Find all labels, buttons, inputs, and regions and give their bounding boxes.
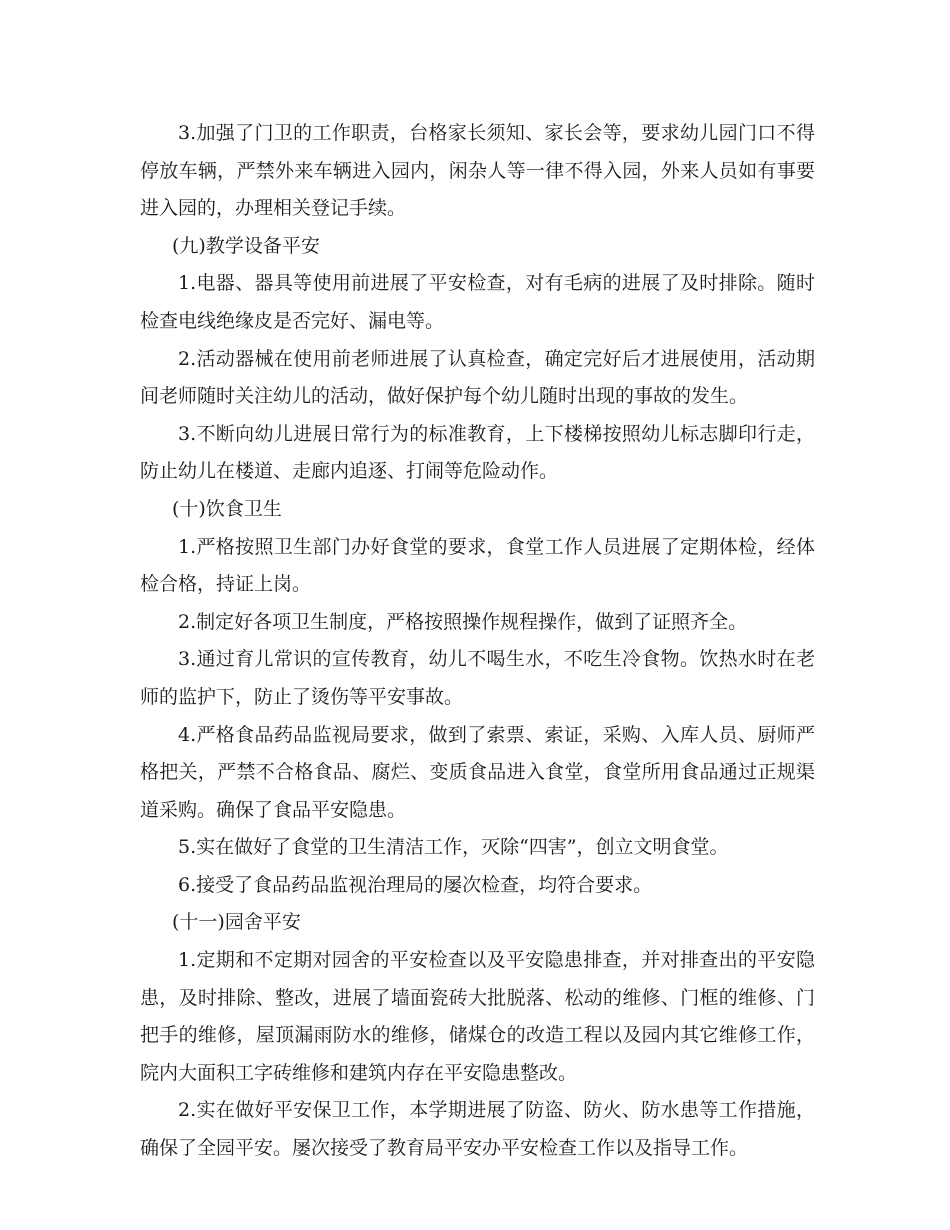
paragraph-building-maintenance: 1.定期和不定期对园舍的平安检查以及平安隐患排查，并对排查出的平安隐患，及时排除、整改，进展了墙面瓷砖大批脱落、松动的维修、门框的维修、门把手的维修，屋顶漏雨防水的维修，储煤仓的改造工程以及园内其它维修工作，院内大面积工字砖维修和建筑内存在平安隐患整改。 [140,949,815,1084]
section-heading-food-hygiene: (十)饮食卫生 [172,497,282,520]
paragraph-electrical-check: 1.电器、器具等使用前进展了平安检查，对有毛病的进展了及时排除。随时检查电线绝缘皮是否完好、漏电等。 [140,272,815,332]
paragraph-food-supervision: 4.严格食品药品监视局要求，做到了索票、索证，采购、入库人员、厨师严格把关，严禁不合格食品、腐烂、变质食品进入食堂，食堂所用食品通过正规渠道采购。确保了食品平安隐患。 [140,723,815,821]
document-body [140,115,815,1168]
paragraph-activity-equipment: 2.活动器械在使用前老师进展了认真检查，确定完好后才进展使用，活动期间老师随时关注幼儿的活动，做好保护每个幼儿随时出现的事故的发生。 [140,347,815,408]
paragraph-childcare-education: 3.通过育儿常识的宣传教育，幼儿不喝生水，不吃生冷食物。饮热水时在老师的监护下，防止了烫伤等平安事故。 [140,648,815,708]
paragraph-gate-duty: 3.加强了门卫的工作职责，台格家长须知、家长会等，要求幼儿园门口不得停放车辆，严禁外来车辆进入园内，闲杂人等一律不得入园，外来人员如有事要进入园的，办理相关登记手续。 [140,122,815,220]
paragraph-inspections: 6.接受了食品药品监视治理局的屡次检查，均符合要求。 [178,873,653,896]
section-heading-teaching-equipment: (九)教学设备平安 [172,234,320,257]
section-heading-building-safety: (十一)园舍平安 [172,911,301,934]
paragraph-security-work: 2.实在做好平安保卫工作，本学期进展了防盗、防火、防水患等工作措施，确保了全园平安。屡次接受了教育局平安办平安检查工作以及指导工作。 [140,1099,815,1160]
paragraph-canteen-staff: 1.严格按照卫生部门办好食堂的要求，食堂工作人员进展了定期体检，经体检合格，持证上岗。 [140,535,815,596]
paragraph-canteen-cleaning: 5.实在做好了食堂的卫生清洁工作，灭除“四害”，创立文明食堂。 [178,836,729,859]
paragraph-hygiene-rules: 2.制定好各项卫生制度，严格按照操作规程操作，做到了证照齐全。 [178,610,748,633]
paragraph-behavior-education: 3.不断向幼儿进展日常行为的标准教育，上下楼梯按照幼儿标志脚印行走，防止幼儿在楼道、走廊内追逐、打闹等危险动作。 [140,422,815,483]
